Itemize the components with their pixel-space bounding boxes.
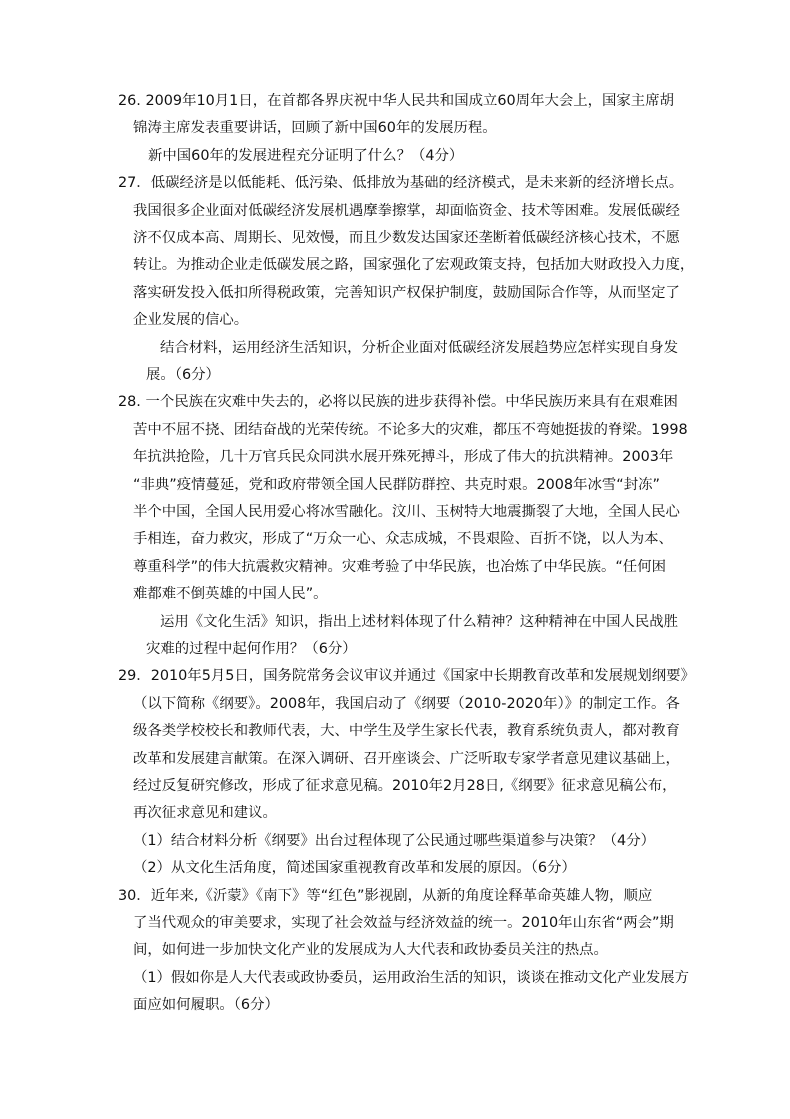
text-line: 新中国60年的发展进程充分证明了什么？（4分）: [148, 147, 464, 164]
question-start-line: 28. 一个民族在灾难中失去的，必将以民族的进步获得补偿。中华民族历来具有在艰难困: [118, 394, 678, 411]
question-start-line: 26. 2009年10月1日，在首都各界庆祝中华人民共和国成立60周年大会上，国家主席胡: [118, 93, 674, 109]
text-line: 济不仅成本高、周期长、见效慢，而且少数发达国家还垄断着低碳经济核心技术，不愿: [133, 230, 680, 246]
text-line: 我国很多企业面对低碳经济发展机遇摩拳擦掌，却面临资金、技术等困难。发展低碳经: [133, 202, 680, 219]
text-line: 锦涛主席发表重要讲话，回顾了新中国60年的发展历程。: [133, 120, 497, 137]
question-start-line: 29．2010年5月5日，国务院常务会议审议并通过《国家中长期教育改革和发展规划纲要》: [118, 668, 695, 685]
text-line: （以下简称《纲要》。2008年，我国启动了《纲要（2010-2020年）》的制定工作。各: [133, 695, 680, 712]
text-line: 展。（6分）: [146, 367, 220, 383]
text-line: 再次征求意见和建议。: [133, 805, 277, 822]
text-line: （2）从文化生活角度，简述国家重视教育改革和发展的原因。（6分）: [133, 860, 576, 877]
text-line: 手相连，奋力救灾，形成了“万众一心、众志成城，不畏艰险、百折不饶，以人为本、: [133, 531, 673, 548]
text-line: 落实研发投入低扣所得税政策，完善知识产权保护制度，鼓励国际合作等，从而坚定了: [133, 284, 680, 301]
text-line: 灾难的过程中起何作用？（6分）: [146, 641, 357, 657]
text-line: 间，如何进一步加快文化产业的发展成为人大代表和政协委员关注的热点。: [133, 942, 608, 959]
text-line: 运用《文化生活》知识，指出上述材料体现了什么精神？这种精神在中国人民战胜: [160, 613, 679, 630]
question-start-line: 30．近年来,《沂蒙》《南下》等“红色”影视剧，从新的角度诠释革命英雄人物，顺应: [118, 887, 653, 904]
question-start-line: 27．低碳经济是以低能耗、低污染、低排放为基础的经济模式，是未来新的经济增长点。: [118, 175, 684, 192]
text-line: 了当代观众的审美要求，实现了社会效益与经济效益的统一。2010年山东省“两会”期: [133, 915, 674, 931]
text-line: 面应如何履职。（6分）: [133, 997, 279, 1014]
text-line: 半个中国，全国人民用爱心将冰雪融化。汶川、玉树特大地震撕裂了大地，全国人民心: [133, 504, 680, 520]
text-line: 难都难不倒英雄的中国人民”。: [133, 586, 328, 603]
text-line: 企业发展的信心。: [133, 312, 249, 329]
text-line: 苦中不屈不挠、团结奋战的光荣传统。不论多大的灾难，都压不弯她挺拔的脊梁。1998: [133, 421, 688, 438]
text-line: 转让。为推动企业走低碳发展之路，国家强化了宏观政策支持，包括加大财政投入力度，: [133, 257, 695, 274]
text-line: （1）假如你是人大代表或政协委员，运用政治生活的知识，谈谈在推动文化产业发展方: [133, 969, 690, 986]
text-line: 结合材料，运用经济生活知识，分析企业面对低碳经济发展趋势应怎样实现自身发: [160, 339, 679, 356]
text-line: 改革和发展建言献策。在深入调研、召开座谈会、广泛听取专家学者意见建议基础上，: [133, 750, 680, 767]
text-line: 尊重科学”的伟大抗震救灾精神。灾难考验了中华民族，也冶炼了中华民族。“任何困: [133, 558, 666, 575]
text-line: 级各类学校校长和教师代表，大、中学生及学生家长代表，教育系统负责人，都对教育: [133, 723, 680, 740]
text-line: 年抗洪抢险，几十万官兵民众同洪水展开殊死搏斗，形成了伟大的抗洪精神。2003年: [133, 449, 674, 466]
text-line: 经过反复研究修改，形成了征求意见稿。2010年2月28日,《纲要》征求意见稿公布，: [133, 778, 677, 794]
text-line: “非典”疫情蔓延，党和政府带领全国人民群防群控、共克时艰。2008年冰雪“封冻”: [133, 476, 660, 493]
text-line: （1）结合材料分析《纲要》出台过程体现了公民通过哪些渠道参与决策？（4分）: [133, 832, 655, 849]
